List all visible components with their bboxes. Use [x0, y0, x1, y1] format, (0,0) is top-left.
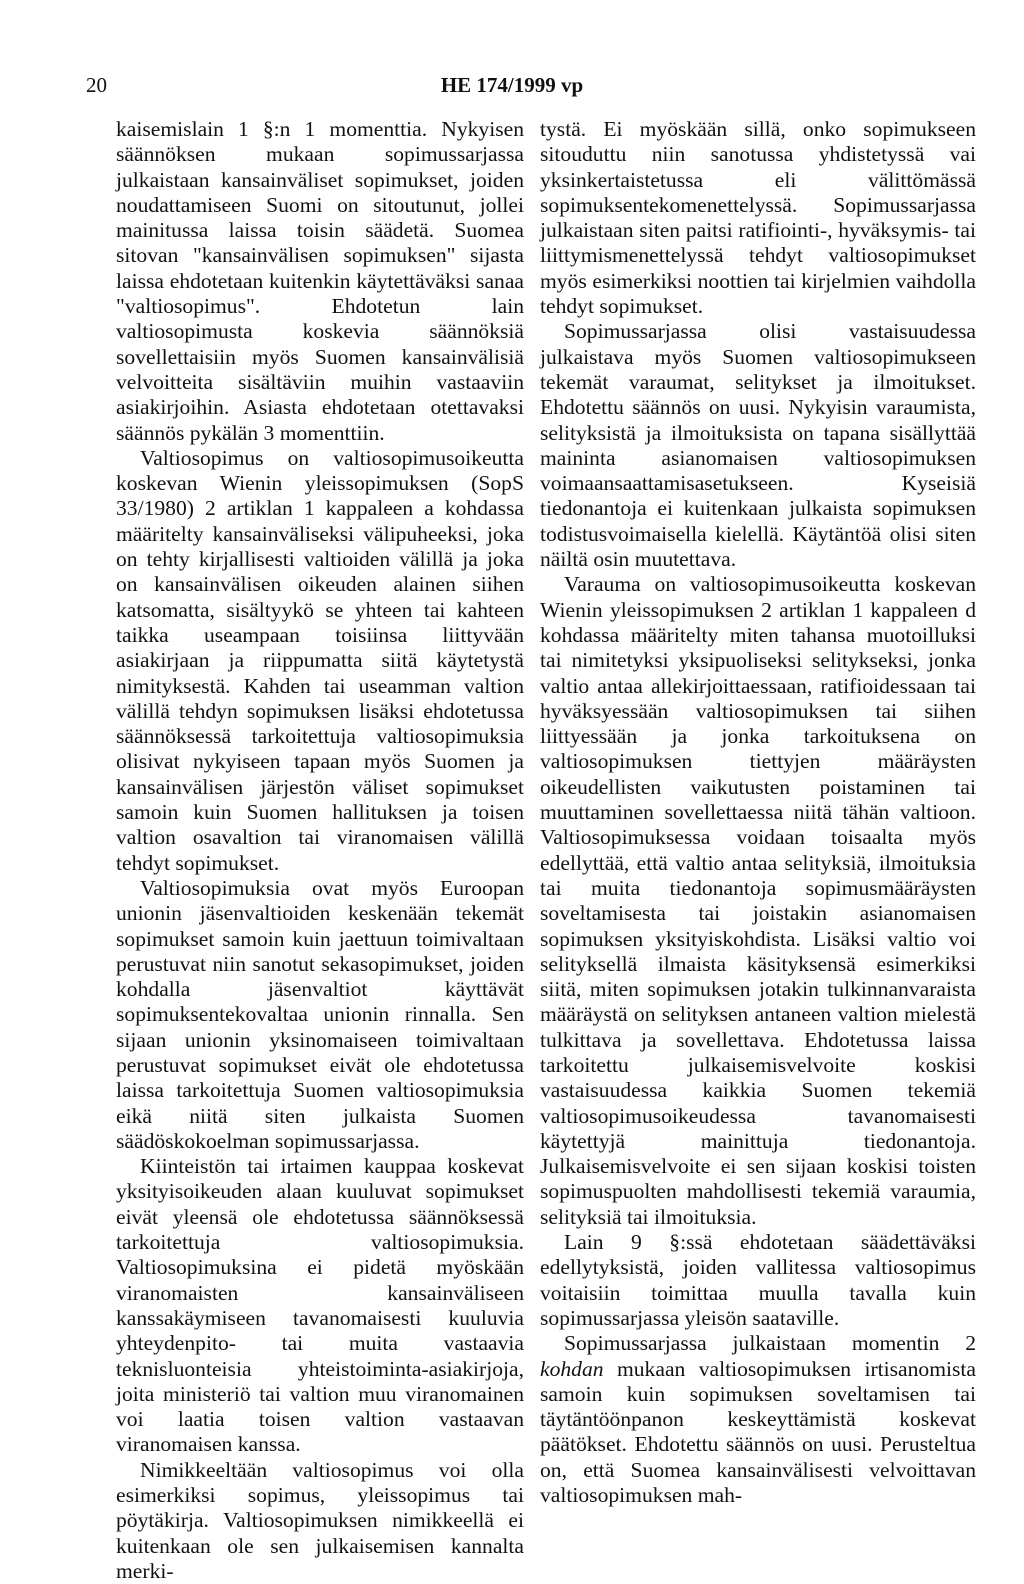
- paragraph: Valtiosopimuksia ovat myös Euroopan unionin jäsenvaltioiden keskenään tekemät sopimukset samoin kuin jaettuun toimivaltaan perustuvat niin sanotut sekasopimukset, joiden kohdalla jäsenvaltiot käyttävät sopimuksentekovaltaa unionin rinnalla. Sen sijaan unionin yksinomaiseen toimivaltaan perustuvat sopimukset eivät ole ehdotetussa laissa tarkoitettuja Suomen valtiosopimuksia eikä niitä siten julkaista Suomen säädöskokoelman sopimussarjassa.: [116, 875, 524, 1153]
- paragraph-text: mukaan valtiosopimuksen irtisanomista samoin kuin sopimuksen soveltamisen tai täytäntöönpanon keskeyttämistä koskevat päätökset. Ehdotettu säännös on uusi. Perusteltua on, että Suomea kansainvälisesti velvoittavan valtiosopimuksen mah-: [540, 1356, 976, 1508]
- paragraph: [540, 1331, 976, 1508]
- paragraph: tystä. Ei myöskään sillä, onko sopimukseen sitouduttu niin sanotussa yhdistetyssä vai yksinkertaistetussa eli välittömässä sopimuksentekomenettelyssä. Sopimussarjassa julkaistaan siten paitsi ratifiointi-, hyväksymis- tai liittymismenettelyssä tehdyt valtiosopimukset myös esimerkiksi noottien tai kirjelmien vaihdolla tehdyt sopimukset.: [540, 117, 976, 319]
- paragraph: Nimikkeeltään valtiosopimus voi olla esimerkiksi sopimus, yleissopimus tai pöytäkirja. Valtiosopimuksen nimikkeellä ei kuitenkaan ole sen julkaisemisen kannalta merki-: [116, 1457, 524, 1583]
- paragraph: Lain 9 §:ssä ehdotetaan säädettäväksi edellytyksistä, joiden vallitessa valtiosopimus voitaisiin toimittaa muulla tavalla kuin sopimussarjassa yleisön saataville.: [540, 1230, 976, 1330]
- paragraph-text: Sopimussarjassa julkaistaan momentin 2: [564, 1331, 976, 1356]
- paragraph: Varauma on valtiosopimusoikeutta koskevan Wienin yleissopimuksen 2 artiklan 1 kappaleen d kohdassa määritelty miten tahansa muotoilluksi tai nimitetyksi yksipuoliseksi selitykseksi, jonka valtio antaa allekirjoittaessaan, ratifioidessaan tai hyväksyessään valtiosopimuksen tai siihen liittyessään ja jonka tarkoituksena on valtiosopimuksen tiettyjen määräysten oikeudellisten vaikutusten poistaminen tai muuttaminen sovellettaessa niitä tähän valtioon. Valtiosopimuksessa voidaan toisaalta myös edellyttää, että valtio antaa selityksiä, ilmoituksia tai muita tiedonantoja sopimusmääräysten soveltamisesta tai joistakin asianomaisen sopimuksen yksityiskohdista. Lisäksi valtio voi selityksellä ilmaista käsityksensä esimerkiksi siitä, miten sopimuksen jotakin tulkinnanvaraista määräystä on selityksen antaneen valtion mielestä tulkittava ja sovellettava. Ehdotetussa laissa tarkoitettu julkaisemisvelvoite koskisi vastaisuudessa kaikkia Suomen tekemiä valtiosopimusoikeudessa tavanomaisesti käytettyjä mainittuja tiedonantoja. Julkaisemisvelvoite ei sen sijaan koskisi toisten sopimuspuolten mahdollisesti tekemiä varaumia, selityksiä tai ilmoituksia.: [540, 572, 976, 1229]
- paragraph: Sopimussarjassa olisi vastaisuudessa julkaistava myös Suomen valtiosopimukseen tekemät varaumat, selitykset ja ilmoitukset. Ehdotettu säännös on uusi. Nykyisin varaumista, selityksistä ja ilmoituksista on tapana sisällyttää maininta asianomaisen valtiosopimuksen voimaansaattamisasetukseen. Kyseisiä tiedonantoja ei kuitenkaan julkaista sopimuksen todistusvoimaisella kielellä. Käytäntöä olisi siten näiltä osin muutettava.: [540, 319, 976, 572]
- left-column: [116, 117, 524, 1584]
- right-column: [540, 117, 976, 1508]
- paragraph: Valtiosopimus on valtiosopimusoikeutta koskevan Wienin yleissopimuksen (SopS 33/1980) 2 artiklan 1 kappaleen a kohdassa määritelty kansainväliseksi välipuheeksi, joka on tehty kirjallisesti valtioiden välillä ja joka on kansainvälisen oikeuden alainen siihen katsomatta, sisältyykö se yhteen tai kahteen taikka useampaan toisiinsa liittyvään asiakirjaan ja riippumatta siitä käytetystä nimityksestä. Kahden tai useamman valtion välillä tehdyn sopimuksen lisäksi ehdotetussa säännöksessä tarkoitettuja valtiosopimuksia olisivat nykyiseen tapaan myös Suomen ja kansainvälisen järjestön väliset sopimukset samoin kuin Suomen hallituksen ja toisen valtion osavaltion tai viranomaisen välillä tehdyt sopimukset.: [116, 445, 524, 875]
- page-number: 20: [86, 73, 107, 97]
- paragraph: kaisemislain 1 §:n 1 momenttia. Nykyisen säännöksen mukaan sopimussarjassa julkaistaan kansainväliset sopimukset, joiden noudattamiseen Suomi on sitoutunut, jollei mainitussa laissa toisin säädetä. Suomea sitovan "kansainvälisen sopimuksen" sijasta laissa ehdotetaan kuitenkin käytettäväksi sanaa "valtiosopimus". Ehdotetun lain valtiosopimusta koskevia säännöksiä sovellettaisiin myös Suomen kansainvälisiä velvoitteita sisältäviin muihin vastaaviin asiakirjoihin. Asiasta ehdotetaan otettavaksi säännös pykälän 3 momenttiin.: [116, 117, 524, 445]
- running-header: HE 174/1999 vp: [440, 73, 584, 97]
- paragraph: Kiinteistön tai irtaimen kauppaa koskevat yksityisoikeuden alaan kuuluvat sopimukset eivät yleensä ole ehdotetussa säännöksessä tarkoitettuja valtiosopimuksia. Valtiosopimuksina ei pidetä myöskään viranomaisten kansainväliseen kanssakäymiseen tavanomaisesti kuuluvia yhteydenpito- tai muita vastaavia teknisluonteisia yhteistoiminta-asiakirjoja, joita ministeriö tai valtion muu viranomainen voi laatia toisen valtion vastaavan viranomaisen kanssa.: [116, 1154, 524, 1457]
- italic-term: kohdan: [540, 1356, 604, 1381]
